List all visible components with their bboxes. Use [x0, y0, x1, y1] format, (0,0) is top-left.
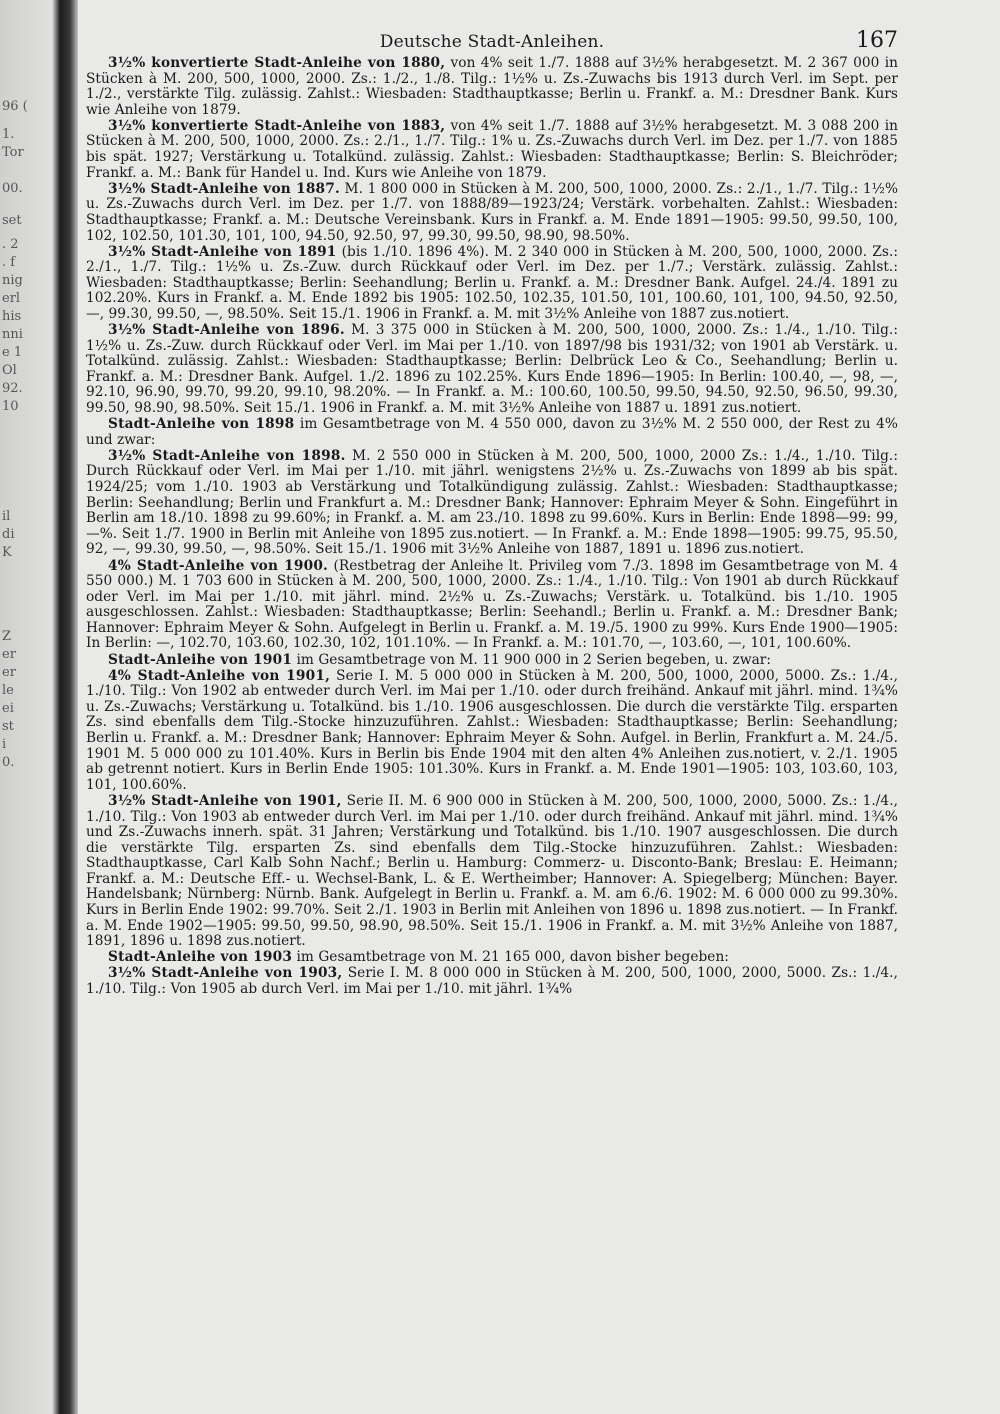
loan-entry [86, 417, 898, 448]
body-text [86, 56, 898, 998]
entry-text: im Gesamtbetrage von M. 4 550 000, davon zu 3½% M. 2 550 000, der Rest zu 4% und zwar: [86, 416, 898, 448]
loan-entry [86, 323, 898, 417]
margin-fragment: 00. [2, 182, 23, 195]
margin-fragment: st [2, 720, 14, 733]
loan-entry [86, 56, 898, 118]
margin-fragment: ei [2, 702, 14, 715]
loan-entry [86, 559, 898, 653]
running-header [86, 22, 898, 56]
entry-heading: 3½% konvertierte Stadt-Anleihe von 1883, [108, 117, 446, 134]
entry-heading: 3½% Stadt-Anleihe von 1903, [108, 965, 343, 982]
entry-text: M. 3 375 000 in Stücken à M. 200, 500, 1000, 2000. Zs.: 1./4., 1./10. Tilg.: 1½% u. Zs.-Zuw. durch Rückkauf oder Verl. im Mai per 1./10. von 1897/98 bis 1931/32; von 1901 ab Verstärk. u. Totalkünd. zulässig. Zahlst.: Wiesbaden: Stadthauptkasse; Berlin: Delbrück Leo & Co., Seehandlung; Berlin u. Frankf. a. M.: Dresdner Bank. Aufgel. 1./2. 1896 zu 102.25%. Kurs Ende 1896—1905: In Berlin: 100.40, —, 98, —, 92.10, 96.90, 99.70, 99.20, 99.10, 98.20%. — In Frankf. a. M.: 100.60, 100.50, 99.50, 94.50, 92.50, 96.50, 99.30, 99.50, 98.90, 98.50%. Seit 15./1. 1906 in Frankf. a. M. mit 3½% Anleihe von 1887 u. 1891 zus.notiert. [86, 322, 898, 417]
entry-heading: 3½% Stadt-Anleihe von 1891 [108, 243, 337, 260]
margin-fragment: set [2, 214, 22, 227]
entry-text: M. 1 800 000 in Stücken à M. 200, 500, 1000, 2000. Zs.: 2./1., 1./7. Tilg.: 1½% u. Zs.-Zuwachs durch Verl. im Dez. per 1./7. von 1888/89—1923/24; Verstärk. vorbehalten. Zahlst.: Wiesbaden: Stadthauptkasse; Frankf. a. M.: Deutsche Vereinsbank. Kurs in Frankf. a. M. Ende 1891—1905: 99.50, 99.50, 100, 102, 102.50, 101.30, 101, 100, 94.50, 92.50, 97, 99.30, 99.50, 98.90, 98.50%. [86, 180, 899, 244]
entry-heading: 4% Stadt-Anleihe von 1901, [108, 667, 331, 684]
page-title: Deutsche Stadt-Anleihen. [379, 32, 605, 52]
loan-entry [86, 449, 898, 558]
entry-text: von 4% seit 1./7. 1888 auf 3½% herabgesetzt. M. 3 088 200 in Stücken à M. 200, 500, 1000, 2000. Zs.: 2./1., 1./7. Tilg.: 1% u. Zs.-Zuwachs durch Verl. im Dez. per 1./7. von 1885 bis spät. 1927; Verstärkung u. Totalkünd. zulässig. Zahlst.: Wiesbaden: Stadthauptkasse; Berlin: S. Bleichröder; Frankf. a. M.: Bank für Handel u. Ind. Kurs wie Anleihe von 1879. [86, 117, 898, 181]
document-page [86, 22, 898, 998]
entry-text: Serie II. M. 6 900 000 in Stücken à M. 200, 500, 1000, 2000, 5000. Zs.: 1./4., 1./10. Tilg.: Von 1903 ab entweder durch Verl. im Mai per 1./10. oder durch freihänd. Ankauf mit jährl. mind. 1¾% und Zs.-Zuwachs innerh. spät. 31 Jahren; Verstärkung und Totalkünd. bis 1./10. 1907 ausgeschlossen. Die durch die verstärkte Tilg. ersparten Zs. sind ebenfalls dem Tilg.-Stocke hinzuzuführen. Zahlst.: Wiesbaden: Stadthauptkasse, Carl Kalb Sohn Nachf.; Berlin u. Hamburg: Commerz- u. Disconto-Bank; Breslau: E. Heimann; Frankf. a. M.: Deutsche Eff.- u. Wechsel-Bank, L. & E. Wertheimber; Hannover: A. Spiegelberg; München: Bayer. Handelsbank; Nürnberg: Nürnb. Bank. Aufgelegt in Berlin u. Frankf. a. M. am 6./6. 1902: M. 6 000 000 zu 99.30%. Kurs in Berlin Ende 1902: 99.70%. Seit 2./1. 1903 in Berlin mit Anleihen von 1896 u. 1898 zus.notiert. — In Frankf. a. M. Ende 1902—1905: 99.50, 99.50, 98.90, 98.50%. Seit 15./1. 1906 in Frankf. a. M. mit 3½% Anleihe von 1887, 1891, 1896 u. 1898 zus.notiert. [86, 792, 898, 950]
margin-fragment: his [2, 310, 22, 323]
loan-entry [86, 119, 898, 181]
entry-heading: 4% Stadt-Anleihe von 1900. [108, 557, 329, 574]
entry-heading: Stadt-Anleihe von 1901 [108, 651, 293, 668]
margin-fragment: i [2, 738, 7, 751]
margin-fragment: Ol [2, 364, 17, 377]
entry-text: im Gesamtbetrage von M. 11 900 000 in 2 Serien begeben, u. zwar: [292, 651, 772, 668]
loan-entry [86, 182, 898, 244]
loan-entry [86, 950, 898, 966]
page-number: 167 [856, 28, 898, 53]
entry-heading: 3½% Stadt-Anleihe von 1901, [108, 792, 342, 809]
entry-heading: Stadt-Anleihe von 1898 [108, 416, 295, 433]
entry-text: von 4% seit 1./7. 1888 auf 3½% herabgesetzt. M. 2 367 000 in Stücken à M. 200, 500, 1000, 2000. Zs.: 1./2., 1./8. Tilg.: 1½% u. Zs.-Zuwachs bis 1913 durch Verl. im Sept. per 1./2., verstärkte Tilg. zulässig. Zahlst.: Wiesbaden: Stadthauptkasse; Berlin u. Frankf. a. M.: Dresdner Bank. Kurs wie Anleihe von 1879. [86, 55, 898, 118]
margin-fragment: . 2 [2, 238, 19, 251]
entry-text: M. 2 550 000 in Stücken à M. 200, 500, 1000, 2000 Zs.: 1./4., 1./10. Tilg.: Durch Rückkauf oder Verl. im Mai per 1./10. mit jährl. wenigstens 2½% u. Zs.-Zuwachs von 1899 ab bis spät. 1924/25; vom 1./10. 1903 ab Verstärkung und Totalkündigung zulässig. Zahlst.: Wiesbaden: Stadthauptkasse; Berlin: Seehandlung; Berlin und Frankfurt a. M.: Dresdner Bank; Hannover: Ephraim Meyer & Sohn. Eingeführt in Berlin am 18./10. 1898 zu 99.60%; in Frankf. a. M. am 23./10. 1898 zu 99.60%. Kurs in Berlin: Ende 1898—99: 99, —%. Seit 1./7. 1900 in Berlin mit Anleihe von 1895 zus.notiert. — In Frankf. a. M.: Ende 1898—1905: 99.75, 95.50, 92, —, 99.30, 99.50, —, 98.50%. Seit 15./1. 1906 mit 3½% Anleihe von 1887, 1891 u. 1896 zus.notiert. [86, 447, 898, 558]
entry-text: (bis 1./10. 1896 4%). M. 2 340 000 in Stücken à M. 200, 500, 1000, 2000. Zs.: 2./1., 1./7. Tilg.: 1½% u. Zs.-Zuw. durch Rückkauf oder Verl. im Dez. per 1./7.; Verstärk. zulässig. Zahlst.: Wiesbaden: Stadthauptkasse; Berlin: Seehandlung; Berlin u. Frankf. a. M.: Dresdner Bank. Aufgel. 24./4. 1891 zu 102.20%. Kurs in Frankf. a. M. Ende 1892 bis 1905: 102.50, 102.35, 101.50, 101, 100.60, 101, 100, 94.50, 92.50, —, 99.30, 99.50, —, 98.50%. Seit 15./1. 1906 in Frankf. a. M. mit 3½% Anleihe von 1887 zus.notiert. [86, 243, 899, 322]
entry-heading: 3½% Stadt-Anleihe von 1896. [108, 322, 345, 339]
margin-fragment: le [2, 684, 14, 697]
margin-fragment: Tor [2, 146, 24, 159]
margin-fragment: erl [2, 292, 21, 305]
entry-text: Serie I. M. 5 000 000 in Stücken à M. 200, 500, 1000, 2000, 5000. Zs.: 1./4., 1./10. Tilg.: Von 1902 ab entweder durch Verl. im Mai per 1./10. oder durch freihänd. Ankauf mit jährl. mind. 1¾% u. Zs.-Zuwachs; Verstärkung u. Totalkünd. bis 1./10. 1906 ausgeschlossen. Die durch die verstärkte Tilg. ersparten Zs. sind ebenfalls dem Tilg.-Stocke hinzuzuführen. Zahlst.: Wiesbaden: Stadthauptkasse; Berlin: Seehandlung; Berlin u. Frankf. a. M.: Dresdner Bank; Hannover: Ephraim Meyer & Sohn. Aufgel. in Berlin, Frankfurt a. M. 24./5. 1901 M. 5 000 000 zu 101.40%. Kurs in Berlin bis Ende 1904 mit den alten 4% Anleihen zus.notiert, v. 2./1. 1905 ab getrennt notiert. Kurs in Berlin Ende 1905: 101.30%. Kurs in Frankf. a. M. Ende 1901—1905: 103, 103.60, 103, 101, 100.60%. [86, 667, 898, 793]
entry-heading: 3½% konvertierte Stadt-Anleihe von 1880, [108, 55, 446, 71]
loan-entry [86, 669, 898, 794]
loan-entry [86, 653, 898, 669]
entry-text: Serie I. M. 8 000 000 in Stücken à M. 200, 500, 1000, 2000, 5000. Zs.: 1./4., 1./10. Tilg.: Von 1905 ab durch Verl. im Mai per 1./10. mit jährl. 1¾% [86, 965, 898, 998]
margin-fragment: . f [2, 256, 16, 269]
margin-fragment: K [2, 546, 12, 559]
margin-fragment: Z [2, 630, 12, 643]
margin-fragment: 10 [2, 400, 19, 413]
margin-fragment: 1. [2, 128, 15, 141]
margin-fragment: e 1 [2, 346, 23, 359]
margin-fragment: 92. [2, 382, 23, 395]
loan-entry [86, 245, 898, 323]
entry-heading: 3½% Stadt-Anleihe von 1898. [108, 447, 346, 464]
margin-fragment: di [2, 528, 15, 541]
margin-fragment: nig [2, 274, 23, 287]
entry-heading: 3½% Stadt-Anleihe von 1887. [108, 180, 340, 197]
margin-fragment: il [2, 510, 11, 523]
margin-fragment: 0. [2, 756, 15, 769]
entry-heading: Stadt-Anleihe von 1903 [108, 949, 293, 966]
loan-entry [86, 794, 898, 950]
loan-entry [86, 966, 898, 997]
entry-text: im Gesamtbetrage von M. 21 165 000, davon bisher begeben: [292, 949, 729, 966]
margin-fragment: er [2, 666, 16, 679]
entry-text: (Restbetrag der Anleihe lt. Privileg vom 7./3. 1898 im Gesamtbetrage von M. 4 550 000.) M. 1 703 600 in Stücken à M. 200, 500, 1000, 2000. Zs.: 1./4., 1./10. Tilg.: Von 1901 ab durch Rückkauf oder Verl. im Mai per 1./10. mit jährl. mind. 2½% u. Zs.-Zuwachs; Verstärk. u. Totalkünd. bis 1./10. 1905 ausgeschlossen. Zahlst.: Wiesbaden: Stadthauptkasse; Berlin: Seehandl.; Berlin u. Frankf. a. M.: Dresdner Bank; Hannover: Ephraim Meyer & Sohn. Aufgelegt in Berlin u. Frankf. a. M. 19./5. 1900 zu 99%. Kurs Ende 1900—1905: In Berlin: —, 102.70, 103.60, 102.30, 102, 101.10%. — In Frankf. a. M.: 101.70, —, 103.60, —, 101, 100.60%. [86, 557, 898, 652]
margin-fragment: nni [2, 328, 23, 341]
margin-fragment: 96 ( [2, 100, 28, 113]
margin-fragment: er [2, 648, 16, 661]
